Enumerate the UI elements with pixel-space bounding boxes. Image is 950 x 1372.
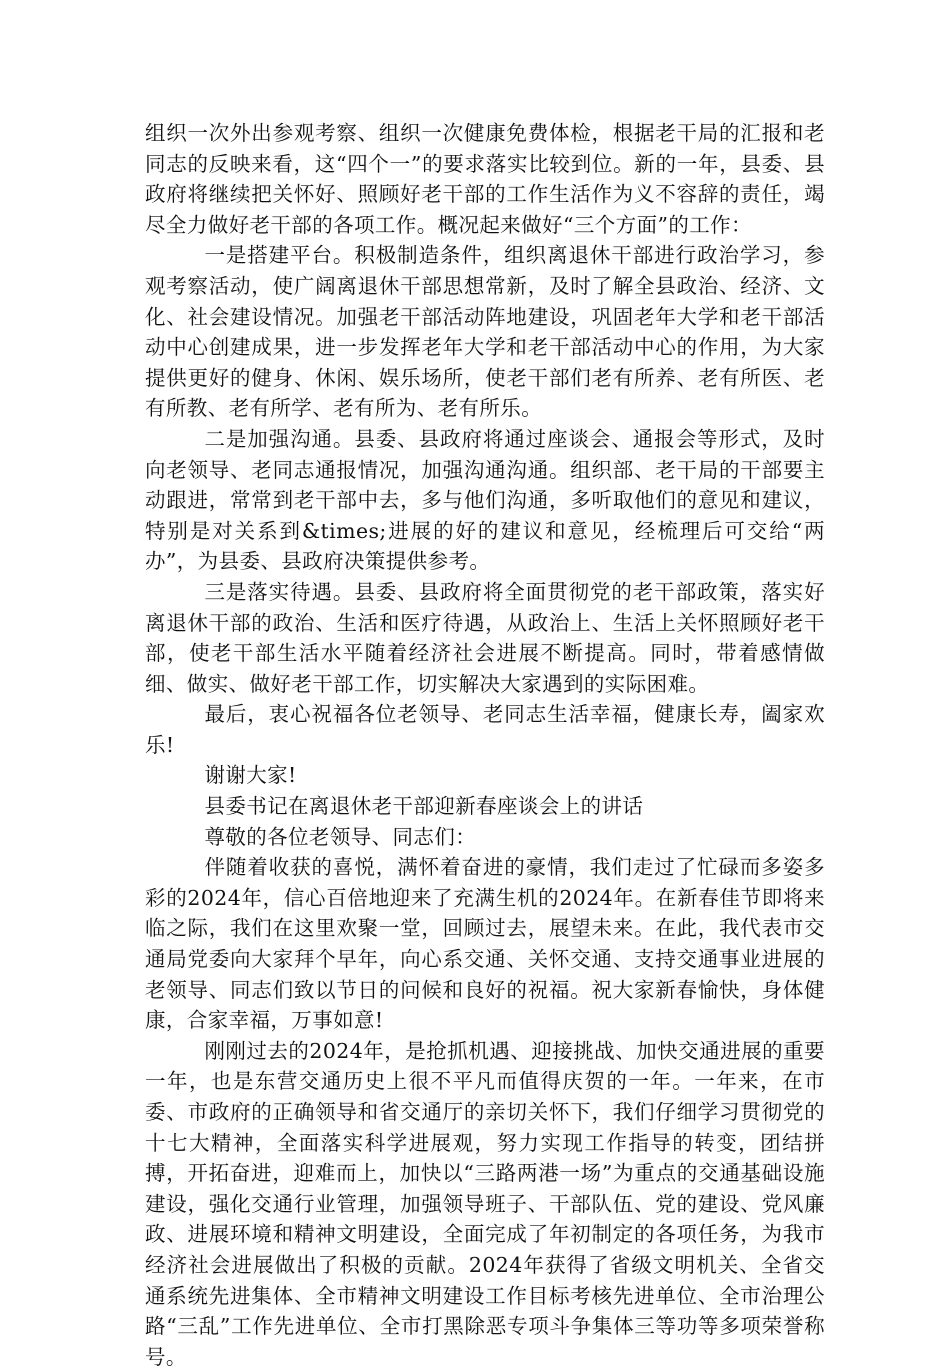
document-body bbox=[145, 118, 825, 1372]
paragraph-point-one: 一是搭建平台。积极制造条件，组织离退休干部进行政治学习，参观考察活动，使广阔离退休干部思想常新，及时了解全县政治、经济、文化、社会建设情况。加强老干部活动阵地建设，巩固老年大学和老干部活动中心创建成果，进一步发挥老年大学和老干部活动中心的作用，为大家提供更好的健身、休闲、娱乐场所，使老干部们老有所养、老有所医、老有所教、老有所学、老有所为、老有所乐。 bbox=[145, 243, 825, 421]
paragraph-year-review: 刚刚过去的2024年，是抢抓机遇、迎接挑战、加快交通进展的重要一年，也是东营交通历史上很不平凡而值得庆贺的一年。一年来，在市委、市政府的正确领导和省交通厅的亲切关怀下，我们仔细学习贯彻党的十七大精神，全面落实科学进展观，努力实现工作指导的转变，团结拼搏，开拓奋进，迎难而上，加快以“三路两港一场”为重点的交通基础设施建设，强化交通行业管理，加强领导班子、干部队伍、党的建设、党风廉政、进展环境和精神文明建设，全面完成了年初制定的各项任务，为我市经济社会进展做出了积极的贡献。2024年获得了省级文明机关、全省交通系统先进集体、全市精神文明建设工作目标考核先进单位、全市治理公路“三乱”工作先进单位、全市打黑除恶专项斗争集体三等功等多项荣誉称号。 bbox=[145, 1038, 825, 1369]
paragraph-intro-continuation: 组织一次外出参观考察、组织一次健康免费体检，根据老干局的汇报和老同志的反映来看，这“四个一”的要求落实比较到位。新的一年，县委、县政府将继续把关怀好、照顾好老干部的工作生活作为义不容辞的责任，竭尽全力做好老干部的各项工作。概况起来做好“三个方面”的工作： bbox=[145, 121, 825, 237]
paragraph-thanks: 谢谢大家! bbox=[204, 763, 297, 788]
speech-title: 县委书记在离退休老干部迎新春座谈会上的讲话 bbox=[204, 794, 644, 819]
paragraph-new-year-greeting: 伴随着收获的喜悦，满怀着奋进的豪情，我们走过了忙碌而多姿多彩的2024年，信心百倍地迎来了充满生机的2024年。在新春佳节即将来临之际，我们在这里欢聚一堂，回顾过去，展望未来。在此，我代表市交通局党委向大家拜个早年，向心系交通、关怀交通、支持交通事业进展的老领导、同志们致以节日的问候和良好的祝福。祝大家新春愉快，身体健康，合家幸福，万事如意! bbox=[145, 855, 825, 1033]
paragraph-closing-wishes: 最后，衷心祝福各位老领导、老同志生活幸福，健康长寿，阖家欢乐! bbox=[145, 702, 825, 757]
speech-salutation: 尊敬的各位老领导、同志们： bbox=[204, 824, 477, 849]
paragraph-point-two: 二是加强沟通。县委、县政府将通过座谈会、通报会等形式，及时向老领导、老同志通报情况，加强沟通沟通。组织部、老干局的干部要主动跟进，常常到老干部中去，多与他们沟通，多听取他们的意见和建议，特别是对关系到&times;进展的好的建议和意见，经梳理后可交给“两办”，为县委、县政府决策提供参考。 bbox=[145, 426, 825, 574]
paragraph-point-three: 三是落实待遇。县委、县政府将全面贯彻党的老干部政策，落实好离退休干部的政治、生活和医疗待遇，从政治上、生活上关怀照顾好老干部，使老干部生活水平随着经济社会进展不断提高。同时，带着感情做细、做实、做好老干部工作，切实解决大家遇到的实际困难。 bbox=[145, 579, 825, 696]
